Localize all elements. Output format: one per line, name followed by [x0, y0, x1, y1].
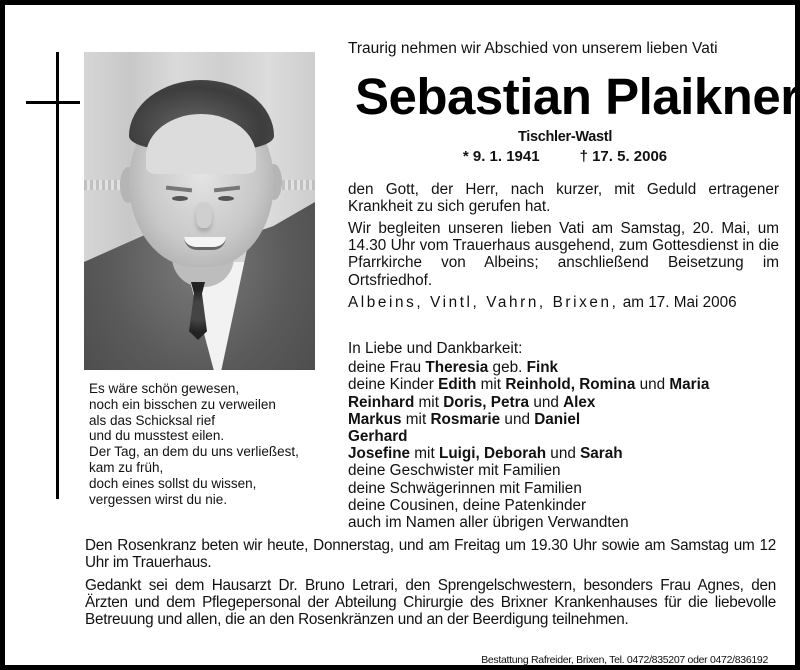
family-member-line	[348, 359, 779, 376]
family-relation-text: und	[500, 410, 535, 428]
family-member-name: Reinhard	[348, 393, 415, 411]
family-relation-text: mit	[414, 393, 444, 411]
family-relation-text: geb.	[488, 359, 527, 377]
family-member-name: Sarah	[580, 445, 623, 463]
poem-line: vergessen wirst du nie.	[89, 491, 228, 507]
family-member-name: Gerhard	[348, 428, 408, 446]
family-relation-text: deine Kinder	[348, 376, 439, 394]
family-member-line	[348, 480, 779, 497]
family-member-name: Edith	[438, 376, 477, 394]
family-list	[348, 340, 779, 531]
nose	[196, 202, 212, 228]
family-member-line	[348, 376, 779, 393]
family-member-name: Alex	[563, 393, 596, 411]
cross-icon-horizontal	[26, 101, 80, 104]
family-member-line	[348, 462, 779, 479]
family-member-line	[348, 514, 779, 531]
cross-icon-vertical	[56, 52, 59, 499]
family-relation-text: und	[529, 393, 564, 411]
nickname: Tischler-Wastl	[517, 129, 613, 145]
poem-line: Der Tag, an dem du uns verließest,	[89, 444, 299, 460]
family-member-name: Doris, Petra	[443, 393, 530, 411]
poem-line: doch eines sollst du wissen,	[89, 475, 257, 491]
family-member-name: Daniel	[534, 410, 581, 428]
family-member-name: Theresia	[425, 359, 489, 377]
family-relation-text: mit	[410, 445, 439, 463]
family-member-name: Fink	[526, 359, 559, 377]
family-relation-text: mit	[476, 376, 506, 394]
intro-line: Traurig nehmen wir Abschied von unserem lieben Vati	[348, 40, 718, 57]
places: Albeins, Vintl, Vahrn, Brixen,	[348, 294, 619, 311]
funeral-details: Wir begleiten unseren lieben Vati am Samstag, 20. Mai, um 14.30 Uhr vom Trauerhaus ausgehend, zum Gottesdienst in die Pfarrkirche von Albeins; anschließend Beisetzung im Ortsfriedhof.	[348, 220, 779, 289]
family-member-name: Maria	[669, 376, 710, 394]
family-relation-text: und	[635, 376, 670, 394]
family-relation-text: mit	[401, 410, 431, 428]
poem-line: und du musstest eilen.	[89, 428, 225, 444]
thanks-notice: Gedankt sei dem Hausarzt Dr. Bruno Letrari, den Sprengelschwestern, besonders Frau Agnes, den Ärzten und dem Pflegepersonal der Abteilung Chirurgie des Brixner Krankenhauses für die liebevolle Betreuung und allen, die an den Rosenkränzen und an der Beerdigung teilnehmen.	[85, 577, 776, 629]
family-members	[348, 359, 779, 531]
family-relation-text: deine Cousinen, deine Patenkinder	[348, 496, 587, 514]
family-member-name: Luigi, Deborah	[438, 445, 547, 463]
family-member-name: Josefine	[348, 445, 411, 463]
family-relation-text: deine Schwägerinnen mit Familien	[348, 479, 582, 497]
family-member-line	[348, 411, 779, 428]
rosary-notice: Den Rosenkranz beten wir heute, Donnerstag, und am Freitag um 19.30 Uhr sowie am Samstag um 12 Uhr im Trauerhaus.	[85, 537, 776, 572]
poem-line: Es wäre schön gewesen,	[89, 381, 240, 396]
family-member-line	[348, 394, 779, 411]
body-paragraph-1: den Gott, der Herr, nach kurzer, mit Geduld ertragener Krankheit zu sich gerufen hat.	[348, 181, 779, 216]
family-heading: In Liebe und Dankbarkeit:	[348, 340, 523, 357]
deceased-name: Sebastian Plaikner	[355, 68, 800, 125]
birth-date: * 9. 1. 1941	[462, 148, 540, 165]
family-relation-text: deine Geschwister mit Familien	[348, 462, 561, 480]
family-member-line	[348, 428, 779, 445]
death-date: † 17. 5. 2006	[579, 148, 668, 165]
smile	[184, 237, 226, 250]
place-and-date	[348, 294, 779, 311]
poem-line: kam zu früh,	[89, 459, 164, 475]
poem-line: als das Schicksal rief	[89, 412, 216, 428]
notice-date: am 17. Mai 2006	[618, 294, 737, 311]
portrait-photo	[84, 52, 315, 370]
family-member-name: Markus	[348, 410, 402, 428]
family-member-line	[348, 445, 779, 462]
family-member-line	[348, 497, 779, 514]
memorial-poem	[89, 381, 299, 507]
eye-left	[172, 196, 188, 201]
poem-line: noch ein bisschen zu verweilen	[89, 396, 276, 412]
eye-right	[218, 196, 234, 201]
family-member-name: Rosmarie	[430, 410, 501, 428]
family-member-name: Reinhold, Romina	[505, 376, 636, 394]
family-relation-text: auch im Namen aller übrigen Verwandten	[348, 514, 629, 532]
funeral-home-contact: Bestattung Rafreider, Brixen, Tel. 0472/835207 oder 0472/836192	[481, 654, 768, 666]
life-dates	[335, 148, 795, 165]
family-relation-text: deine Frau	[348, 359, 426, 377]
family-relation-text: und	[546, 445, 581, 463]
